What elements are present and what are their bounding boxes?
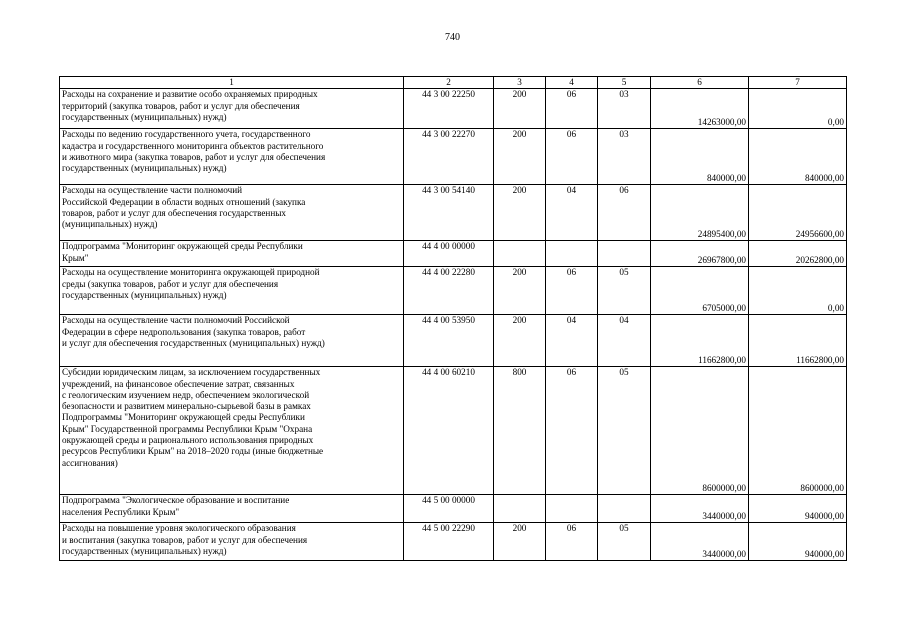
subsection-code: 06 (598, 185, 651, 241)
amount-column-7: 11662800,00 (749, 315, 847, 367)
section-code (546, 241, 598, 267)
section-code: 06 (546, 129, 598, 185)
subsection-code: 05 (598, 523, 651, 561)
table-row (60, 241, 847, 267)
subsection-code: 04 (598, 315, 651, 367)
target-article-code: 44 4 00 00000 (404, 241, 494, 267)
row-description: Расходы по ведению государственного учета, государственного кадастра и государственного мониторинга объектов растительного и животного мира (закупка товаров, работ и услуг для обеспечения государственных (муниципальных) нужд) (60, 129, 404, 185)
expense-type-code: 800 (494, 367, 546, 495)
budget-table (59, 76, 847, 561)
table-header-row (60, 77, 847, 89)
subsection-code: 05 (598, 267, 651, 315)
page-number: 740 (445, 32, 460, 43)
amount-column-7: 940000,00 (749, 495, 847, 523)
row-description: Расходы на осуществление части полномочий Российской Федерации в сфере недропользования (закупка товаров, работ и услуг для обеспечения государственных (муниципальных) нужд) (60, 315, 404, 367)
subsection-code (598, 241, 651, 267)
amount-column-6: 26967800,00 (651, 241, 749, 267)
target-article-code: 44 4 00 22280 (404, 267, 494, 315)
section-code: 04 (546, 315, 598, 367)
target-article-code: 44 4 00 53950 (404, 315, 494, 367)
expense-type-code: 200 (494, 267, 546, 315)
section-code: 06 (546, 523, 598, 561)
row-description: Расходы на осуществление мониторинга окружающей природной среды (закупка товаров, работ и услуг для обеспечения государственных (муниципальных) нужд) (60, 267, 404, 315)
row-description: Субсидии юридическим лицам, за исключением государственных учреждений, на финансовое обеспечение затрат, связанных с геологическим изучением недр, обеспечением экологической безопасности и развитием минерально-сырьевой базы в рамках Подпрограммы "Мониторинг окружающей среды Республики Крым" Государственной программы Республики Крым "Охрана окружающей среды и рационального использования природных ресурсов Республики Крым" на 2018–2020 годы (иные бюджетные ассигнования) (60, 367, 404, 495)
expense-type-code: 200 (494, 523, 546, 561)
table-row (60, 523, 847, 561)
subsection-code: 03 (598, 89, 651, 129)
subsection-code: 05 (598, 367, 651, 495)
column-header: 3 (494, 77, 546, 89)
table-row (60, 495, 847, 523)
column-header: 7 (749, 77, 847, 89)
table-row (60, 315, 847, 367)
row-description: Расходы на сохранение и развитие особо охраняемых природных территорий (закупка товаров, работ и услуг для обеспечения государственных (муниципальных) нужд) (60, 89, 404, 129)
target-article-code: 44 3 00 22250 (404, 89, 494, 129)
amount-column-7: 24956600,00 (749, 185, 847, 241)
column-header: 4 (546, 77, 598, 89)
column-header: 2 (404, 77, 494, 89)
expense-type-code (494, 495, 546, 523)
target-article-code: 44 5 00 00000 (404, 495, 494, 523)
amount-column-7: 940000,00 (749, 523, 847, 561)
section-code: 06 (546, 367, 598, 495)
row-description: Расходы на осуществление части полномочий Российской Федерации в области водных отношений (закупка товаров, работ и услуг для обеспечения государственных (муниципальных) нужд) (60, 185, 404, 241)
target-article-code: 44 3 00 54140 (404, 185, 494, 241)
row-description: Подпрограмма "Мониторинг окружающей среды Республики Крым" (60, 241, 404, 267)
amount-column-7: 8600000,00 (749, 367, 847, 495)
target-article-code: 44 3 00 22270 (404, 129, 494, 185)
target-article-code: 44 4 00 60210 (404, 367, 494, 495)
table-row (60, 267, 847, 315)
amount-column-6: 6705000,00 (651, 267, 749, 315)
row-description: Подпрограмма "Экологическое образование и воспитание населения Республики Крым" (60, 495, 404, 523)
section-code: 06 (546, 267, 598, 315)
column-header: 5 (598, 77, 651, 89)
expense-type-code: 200 (494, 185, 546, 241)
subsection-code: 03 (598, 129, 651, 185)
table-row (60, 367, 847, 495)
row-description: Расходы на повышение уровня экологического образования и воспитания (закупка товаров, работ и услуг для обеспечения государственных (муниципальных) нужд) (60, 523, 404, 561)
amount-column-6: 14263000,00 (651, 89, 749, 129)
column-header: 6 (651, 77, 749, 89)
amount-column-6: 11662800,00 (651, 315, 749, 367)
table-row (60, 129, 847, 185)
target-article-code: 44 5 00 22290 (404, 523, 494, 561)
amount-column-6: 3440000,00 (651, 495, 749, 523)
section-code: 04 (546, 185, 598, 241)
section-code (546, 495, 598, 523)
expense-type-code: 200 (494, 315, 546, 367)
subsection-code (598, 495, 651, 523)
amount-column-6: 24895400,00 (651, 185, 749, 241)
amount-column-7: 0,00 (749, 89, 847, 129)
amount-column-6: 840000,00 (651, 129, 749, 185)
amount-column-7: 840000,00 (749, 129, 847, 185)
expense-type-code: 200 (494, 129, 546, 185)
expense-type-code: 200 (494, 89, 546, 129)
table-row (60, 89, 847, 129)
table-row (60, 185, 847, 241)
amount-column-6: 3440000,00 (651, 523, 749, 561)
expense-type-code (494, 241, 546, 267)
amount-column-7: 0,00 (749, 267, 847, 315)
amount-column-7: 20262800,00 (749, 241, 847, 267)
section-code: 06 (546, 89, 598, 129)
amount-column-6: 8600000,00 (651, 367, 749, 495)
column-header: 1 (60, 77, 404, 89)
